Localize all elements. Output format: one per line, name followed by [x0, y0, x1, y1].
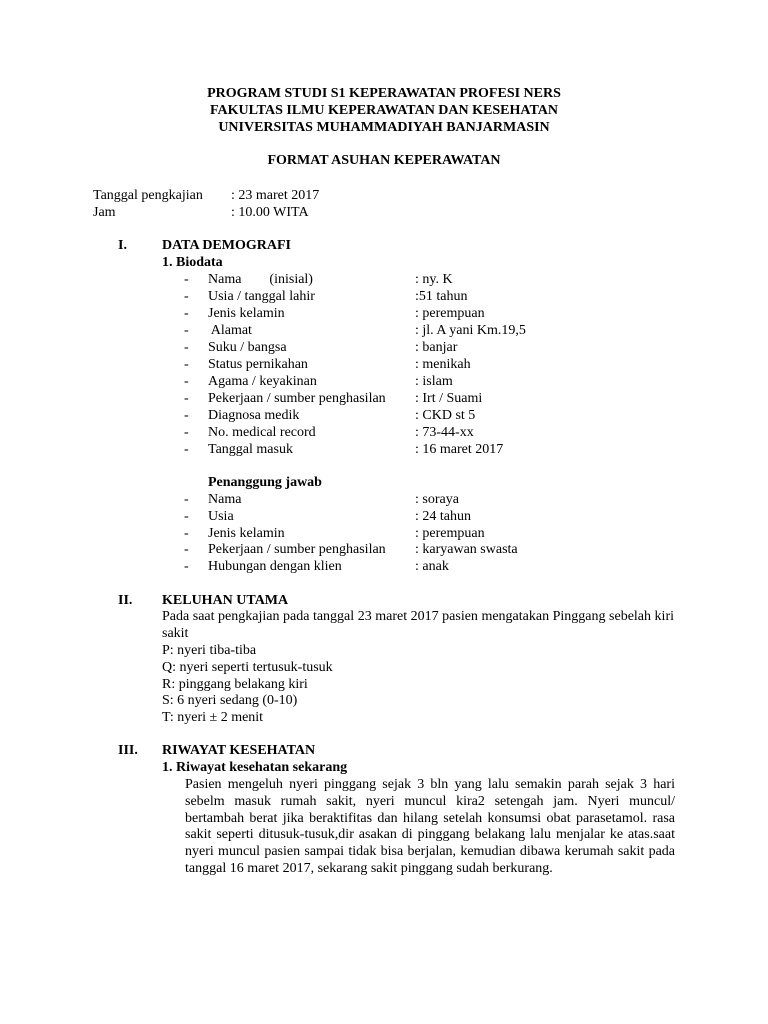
biodata-label: No. medical record: [208, 425, 316, 440]
list-dash: -: [184, 357, 189, 372]
complaint-intro-text: Pada saat pengkajian pada tanggal 23 maret 2017 pasien mengatakan Pinggang sebelah kiri sakit: [162, 609, 674, 641]
biodata-label: Tanggal masuk: [208, 442, 293, 457]
biodata-value: : menikah: [415, 357, 471, 372]
list-dash: -: [184, 442, 189, 457]
header-faculty: FAKULTAS ILMU KEPERAWATAN DAN KESEHATAN: [210, 102, 558, 118]
biodata-value: :51 tahun: [415, 289, 468, 304]
list-dash: -: [184, 340, 189, 355]
section3-numeral: III.: [118, 743, 138, 758]
current-history-title: 1. Riwayat kesehatan sekarang: [162, 760, 348, 775]
biodata-label: Jenis kelamin: [208, 306, 285, 321]
guardian-label: Jenis kelamin: [208, 526, 285, 541]
document-title: FORMAT ASUHAN KEPERAWATAN: [267, 153, 501, 168]
complaint-intro: [162, 609, 674, 643]
list-dash: -: [184, 559, 189, 574]
biodata-label: Alamat: [208, 323, 252, 338]
guardian-title: Penanggung jawab: [208, 475, 322, 490]
list-dash: -: [184, 509, 189, 524]
section2-title: KELUHAN UTAMA: [162, 593, 289, 608]
pain-time: T: nyeri ± 2 menit: [162, 710, 264, 725]
pain-provoke: P: nyeri tiba-tiba: [162, 643, 257, 658]
section2-numeral: II.: [118, 593, 133, 608]
pain-quality: Q: nyeri seperti tertusuk-tusuk: [162, 660, 333, 675]
biodata-value: : banjar: [415, 340, 458, 355]
list-dash: -: [184, 306, 189, 321]
biodata-value: : ny. K: [415, 272, 453, 287]
guardian-value: : 24 tahun: [415, 509, 471, 524]
guardian-value: : karyawan swasta: [415, 542, 518, 557]
biodata-label: Nama (inisial): [208, 272, 313, 287]
list-dash: -: [184, 323, 189, 338]
section3-title: RIWAYAT KESEHATAN: [162, 743, 316, 758]
biodata-label: Agama / keyakinan: [208, 374, 317, 389]
biodata-value: : perempuan: [415, 306, 485, 321]
pain-region: R: pinggang belakang kiri: [162, 677, 308, 692]
biodata-value: : 73-44-xx: [415, 425, 474, 440]
biodata-value: : jl. A yani Km.19,5: [415, 323, 526, 338]
biodata-title: 1. Biodata: [162, 255, 223, 270]
guardian-label: Hubungan dengan klien: [208, 559, 342, 574]
pain-severity: S: 6 nyeri sedang (0-10): [162, 693, 298, 708]
assessment-date-label: Tanggal pengkajian: [93, 188, 203, 203]
biodata-value: : islam: [415, 374, 453, 389]
section1-title: DATA DEMOGRAFI: [162, 238, 291, 253]
section1-numeral: I.: [118, 238, 127, 253]
list-dash: -: [184, 374, 189, 389]
list-dash: -: [184, 408, 189, 423]
biodata-value: : Irt / Suami: [415, 391, 483, 406]
guardian-value: : anak: [415, 559, 449, 574]
list-dash: -: [184, 542, 189, 557]
biodata-label: Usia / tanggal lahir: [208, 289, 315, 304]
list-dash: -: [184, 391, 189, 406]
header-program: PROGRAM STUDI S1 KEPERAWATAN PROFESI NERS: [207, 86, 561, 101]
assessment-date-value: : 23 maret 2017: [231, 188, 320, 203]
biodata-label: Status pernikahan: [208, 357, 308, 372]
current-history-text: Pasien mengeluh nyeri pinggang sejak 3 bln yang lalu semakin parah sejak 3 hari sebelm masuk rumah sakit, nyeri muncul kira2 setengah jam. Nyeri muncul/ bertambah berat jika beraktifitas dan hilang setelah konsumsi obat parasetamol. rasa sakit seperti ditusuk-tusuk,dir asakan di pinggang belakang lalu menjalar ke atas.saat nyeri muncul pasien sampai tidak bisa berjalan, kemudian dibawa kerumah sakit pada tanggal 16 maret 2017, sekarang sakit pinggang sudah berkurang.: [185, 777, 675, 876]
biodata-value: : CKD st 5: [415, 408, 476, 423]
guardian-value: : soraya: [415, 492, 459, 507]
guardian-label: Pekerjaan / sumber penghasilan: [208, 542, 386, 557]
guardian-label: Usia: [208, 509, 234, 524]
assessment-time-value: : 10.00 WITA: [231, 205, 309, 220]
biodata-label: Diagnosa medik: [208, 408, 300, 423]
institution-header: [0, 86, 768, 136]
biodata-value: : 16 maret 2017: [415, 442, 504, 457]
list-dash: -: [184, 526, 189, 541]
list-dash: -: [184, 272, 189, 287]
biodata-label: Pekerjaan / sumber penghasilan: [208, 391, 386, 406]
header-university: UNIVERSITAS MUHAMMADIYAH BANJARMASIN: [218, 119, 550, 135]
biodata-label: Suku / bangsa: [208, 340, 287, 355]
current-history-body: [185, 777, 675, 878]
list-dash: -: [184, 289, 189, 304]
list-dash: -: [184, 425, 189, 440]
assessment-time-label: Jam: [93, 205, 116, 220]
list-dash: -: [184, 492, 189, 507]
guardian-value: : perempuan: [415, 526, 485, 541]
guardian-label: Nama: [208, 492, 242, 507]
